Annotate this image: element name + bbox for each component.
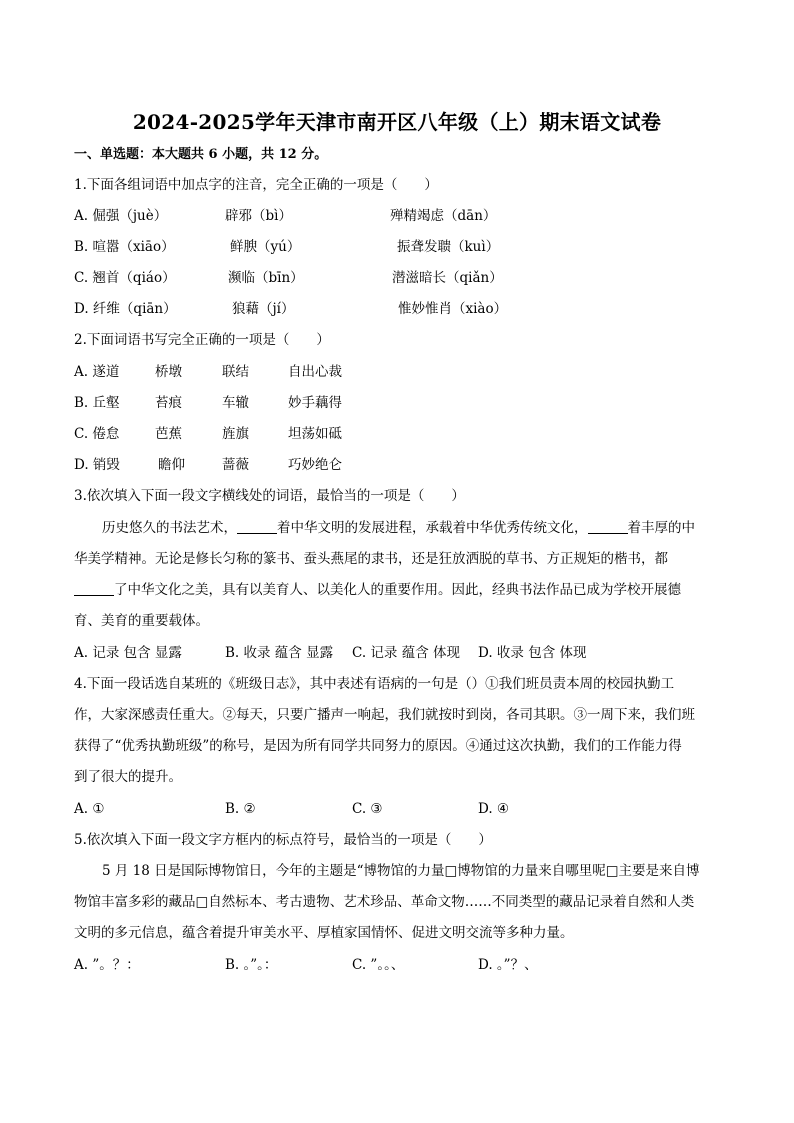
q2-option-a2: 桥墩: [155, 364, 182, 380]
q5-passage-line2: 物馆丰富多彩的藏品□自然标本、考古遗物、艺术珍品、革命文物……不同类型的藏品记录着自然和人类: [74, 894, 695, 910]
q3-blank-1: [237, 519, 277, 534]
q2-option-a4: 自出心裁: [288, 364, 342, 380]
q3-text: 历史悠久的书法艺术，: [102, 520, 237, 536]
q2-option-c3: 旌旗: [222, 426, 249, 442]
q1-option-c1: C. 翘首（qiáo）: [74, 270, 176, 286]
q4-option-d: D. ④: [478, 801, 510, 817]
q2-option-d1: D. 销毁: [74, 457, 120, 473]
q3-option-c: C. 记录 蕴含 体现: [352, 645, 461, 661]
q1-option-d3: 惟妙惟肖（xiào）: [398, 301, 508, 317]
q3-passage-line1: [102, 518, 695, 538]
q3-stem: 3.依次填入下面一段文字横线处的词语，最恰当的一项是（ ）: [74, 488, 465, 504]
q2-stem: 2.下面词语书写完全正确的一项是（ ）: [74, 332, 330, 348]
q2-option-a1: A. 遂道: [74, 364, 120, 380]
q2-option-b1: B. 丘壑: [74, 395, 120, 411]
q3-passage-line3: [74, 580, 681, 600]
q5-option-d: D. 。”？、: [478, 957, 538, 973]
q1-option-d2: 狼藉（jí）: [232, 301, 295, 317]
q3-option-b: B. 收录 蕴含 显露: [225, 645, 334, 661]
q1-option-a3: 殚精竭虑（dān）: [390, 208, 497, 224]
q2-option-d4: 巧妙绝仑: [288, 457, 342, 473]
q4-option-b: B. ②: [225, 801, 256, 817]
q1-option-a1: A. 倔强（juè）: [74, 208, 168, 224]
q3-passage-line4: 育、美育的重要载体。: [74, 613, 209, 629]
section-heading: 一、单选题：本大题共 6 小题，共 12 分。: [74, 147, 328, 162]
q4-line1: 4.下面一段话选自某班的《班级日志》，其中表述有语病的一句是（）①我们班员责本周的校园执勤工: [74, 676, 675, 692]
q5-stem: 5.依次填入下面一段文字方框内的标点符号，最恰当的一项是（ ）: [74, 832, 492, 848]
q2-option-d3: 蔷薇: [222, 457, 249, 473]
q2-option-b3: 车辙: [222, 395, 249, 411]
q2-option-a3: 联结: [222, 364, 249, 380]
q1-option-c3: 潜滋暗长（qiǎn）: [392, 270, 503, 286]
q1-option-b1: B. 喧嚣（xiāo）: [74, 239, 175, 255]
q5-passage-line3: 文明的多元信息，蕴含着提升审美水平、厚植家国情怀、促进文明交流等多种力量。: [74, 925, 574, 941]
q5-option-b: B. 。”。：: [225, 957, 278, 973]
q2-option-c1: C. 倦怠: [74, 426, 120, 442]
q3-text: 了中华文化之美，具有以美育人、以美化人的重要作用。因此，经典书法作品已成为学校开展德: [114, 582, 681, 598]
q1-stem: 1.下面各组词语中加点字的注音，完全正确的一项是（ ）: [74, 177, 438, 193]
q2-option-b2: 苔痕: [155, 395, 182, 411]
q1-option-b3: 振聋发聩（kuì）: [397, 239, 500, 255]
q3-passage-line2: 华美学精神。无论是修长匀称的篆书、蚕头燕尾的隶书，还是狂放洒脱的草书、方正规矩的楷书，都: [74, 551, 668, 567]
q1-option-c2: 濒临（bīn）: [228, 270, 304, 286]
q3-text: 着丰厚的中: [627, 520, 695, 536]
q2-option-b4: 妙手藕得: [288, 395, 342, 411]
q3-option-d: D. 收录 包含 体现: [478, 645, 587, 661]
q1-option-b2: 鲜腴（yú）: [230, 239, 301, 255]
q4-option-a: A. ①: [74, 801, 105, 817]
q5-option-c: C. ”。。、: [352, 957, 405, 973]
q2-option-d2: 瞻仰: [158, 457, 185, 473]
q3-blank-3: [74, 581, 114, 596]
q3-blank-2: [588, 519, 628, 534]
q4-option-c: C. ③: [352, 801, 383, 817]
q1-option-a2: 辟邪（bì）: [225, 208, 292, 224]
q5-passage-line1: 5 月 18 日是国际博物馆日，今年的主题是“博物馆的力量□博物馆的力量来自哪里呢□主要是来自博: [102, 863, 700, 879]
q1-option-d1: D. 纤维（qiān）: [74, 301, 177, 317]
q2-option-c4: 坦荡如砥: [288, 426, 342, 442]
q4-line2: 作，大家深感责任重大。②每天，只要广播声一响起，我们就按时到岗，各司其职。③一周下来，我们班: [74, 707, 695, 723]
q4-line4: 到了很大的提升。: [74, 769, 182, 785]
q2-option-c2: 芭蕉: [155, 426, 182, 442]
q3-text: 着中华文明的发展进程，承载着中华优秀传统文化，: [277, 520, 588, 536]
exam-title: 2024-2025学年天津市南开区八年级（上）期末语文试卷: [132, 110, 662, 134]
q5-option-a: A. ”。？：: [74, 957, 140, 973]
q4-line3: 获得了“优秀执勤班级”的称号，是因为所有同学共同努力的原因。④通过这次执勤，我们的工作能力得: [74, 738, 682, 754]
q3-option-a: A. 记录 包含 显露: [74, 645, 182, 661]
